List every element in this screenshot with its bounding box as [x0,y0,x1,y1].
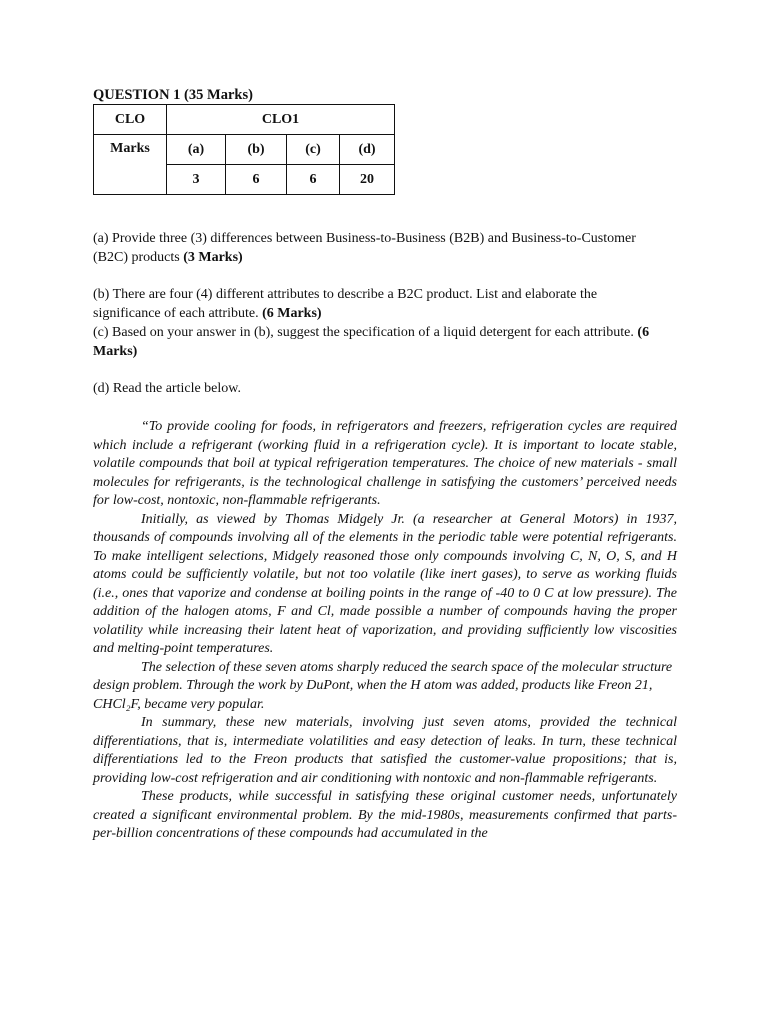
article-paragraph-3: The selection of these seven atoms sharply reduced the search space of the molecular structure design problem. Through the work by DuPont, when the H atom was added, products like Freon 21, CHCl₂F, became very popular. [93,659,673,712]
part-a-marks: 3 [167,165,226,195]
part-c-header: (c) [287,135,340,165]
part-c-question [93,324,653,361]
table-row [94,135,395,165]
marks-label-cell: Marks [94,135,167,195]
article-paragraph-2: Initially, as viewed by Thomas Midgely Jr. (a researcher at General Motors) in 1937, thousands of compounds involving all of the elements in the periodic table were potential refrigerants. To make intelligent selections, Midgely reasoned those only compounds involving C, N, O, S, and H atoms could be sufficiently volatile, but not too volatile (like inert gases), to serve as working fluids (i.e., ones that vaporize and condense at boiling points in the range of -40 to 0 C at low pressure). The addition of the halogen atoms, F and Cl, made possible a number of compounds having the proper volatility while increasing their latent heat of vaporization, and providing sufficiently low viscosities and melting-point temperatures. [93,511,677,656]
part-b-question [93,286,653,323]
article-paragraph-1: “To provide cooling for foods, in refrigerators and freezers, refrigeration cycles are required which include a refrigerant (working fluid in a refrigeration cycle). It is important to locate stable, volatile compounds that boil at typical refrigeration temperatures. The choice of new materials - small molecules for refrigerants, is the technological challenge in satisfying the customers’ perceived needs for low-cost, nontoxic, non-flammable refrigerants. [93,419,677,508]
part-c-marks: 6 [287,165,340,195]
part-c-text: (c) Based on your answer in (b), suggest the specification of a liquid detergent for each attribute. [93,325,638,340]
part-a-question [93,230,653,267]
question-title: QUESTION 1 (35 Marks) [93,87,253,103]
part-b-marks: 6 [226,165,287,195]
part-c-marks-label: (6 Marks) [93,325,650,359]
part-d-header: (d) [340,135,395,165]
part-a-marks-label: (3 Marks) [183,249,243,265]
part-b-text: (b) There are four (4) different attributes to describe a B2C product. List and elaborate the significance of each attribute. [93,287,598,321]
part-b-header: (b) [226,135,287,165]
part-d-text: (d) Read the article below. [93,381,241,396]
part-a-text: (a) Provide three (3) differences between Business-to-Business (B2B) and Business-to-Customer (B2C) products [93,231,636,265]
article-paragraph-4: In summary, these new materials, involving just seven atoms, provided the technical differentiations, that is, intermediate volatilities and easy detection of leaks. In turn, these technical differentiations led to the Freon products that satisfied the customer-value propositions; that is, providing low-cost refrigeration and air conditioning with nontoxic and non-flammable refrigerants. [93,715,677,786]
clo-marks-table [93,104,395,195]
table-row [94,105,395,135]
part-a-header: (a) [167,135,226,165]
article-paragraph-5: These products, while successful in satisfying these original customer needs, unfortunately created a significant environmental problem. By the mid-1980s, measurements confirmed that parts-per-billion concentrations of these compounds had accumulated in the [93,789,677,841]
part-d-question [93,380,653,399]
clo-value-cell: CLO1 [167,105,395,135]
part-b-marks-label: (6 Marks) [262,305,322,321]
article-text [93,418,677,844]
part-d-marks: 20 [340,165,395,195]
clo-label-cell: CLO [94,105,167,135]
